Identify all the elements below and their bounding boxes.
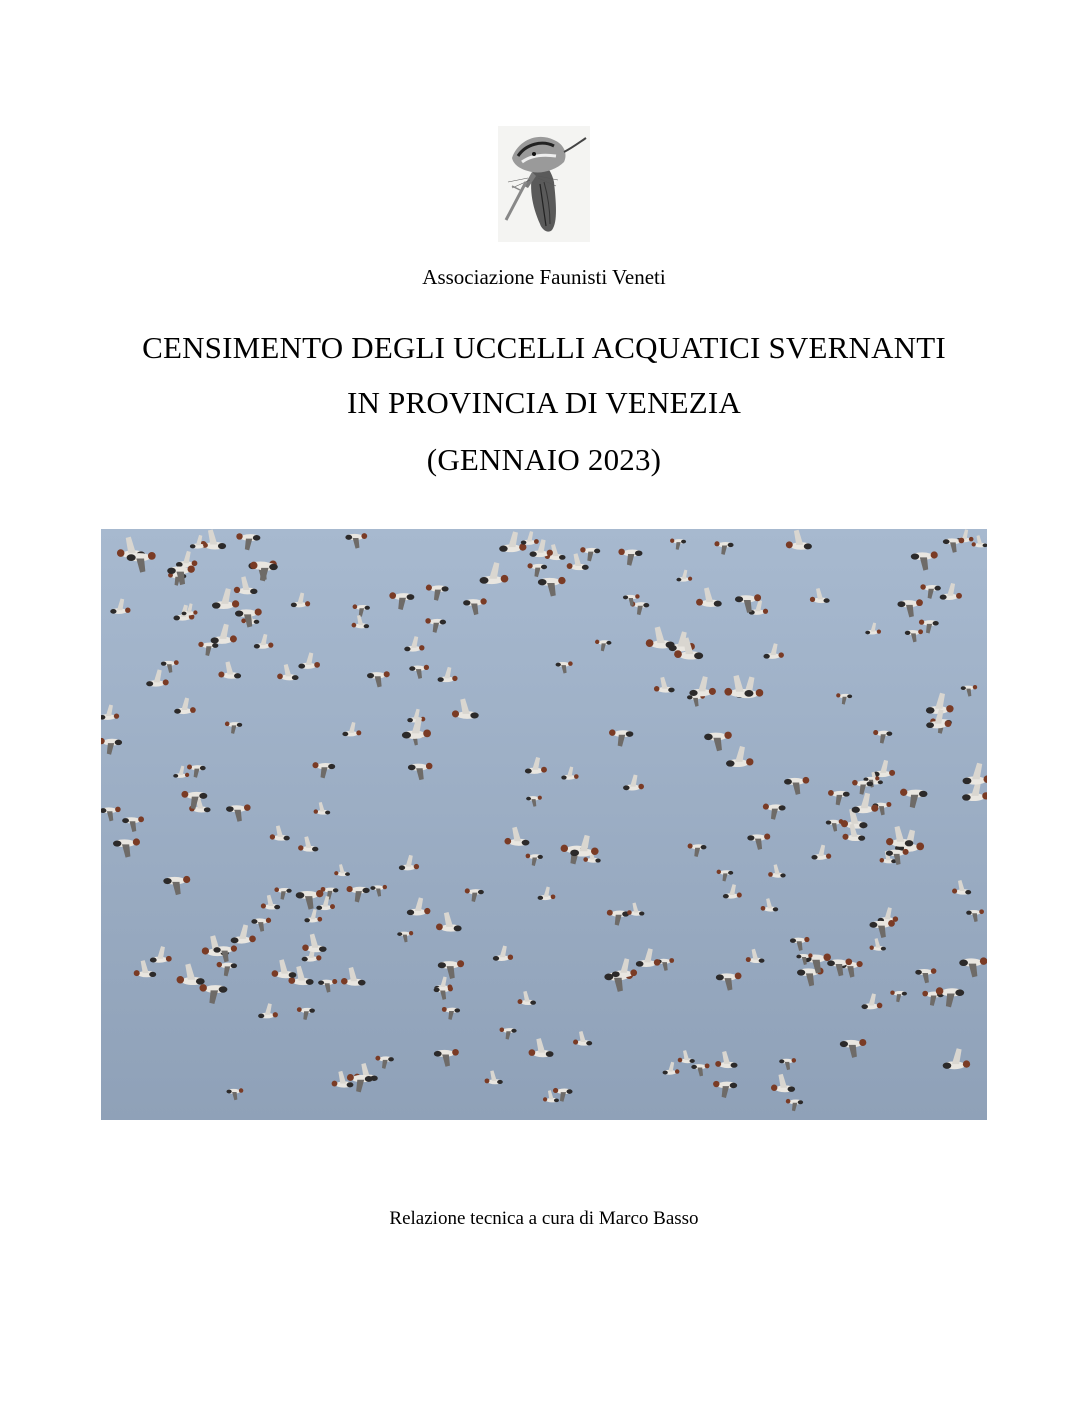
organization-name: Associazione Faunisti Veneti	[422, 265, 666, 289]
technical-report-credit: Relazione tecnica a cura di Marco Basso	[389, 1208, 699, 1229]
ducks-in-flight-photo	[101, 529, 987, 1120]
badger-logo-icon	[498, 126, 590, 242]
report-title-line-1: CENSIMENTO DEGLI UCCELLI ACQUATICI SVERNANTI	[142, 330, 946, 365]
report-title-line-2: IN PROVINCIA DI VENEZIA	[346, 385, 742, 420]
report-title-line-3: (GENNAIO 2023)	[426, 442, 662, 477]
